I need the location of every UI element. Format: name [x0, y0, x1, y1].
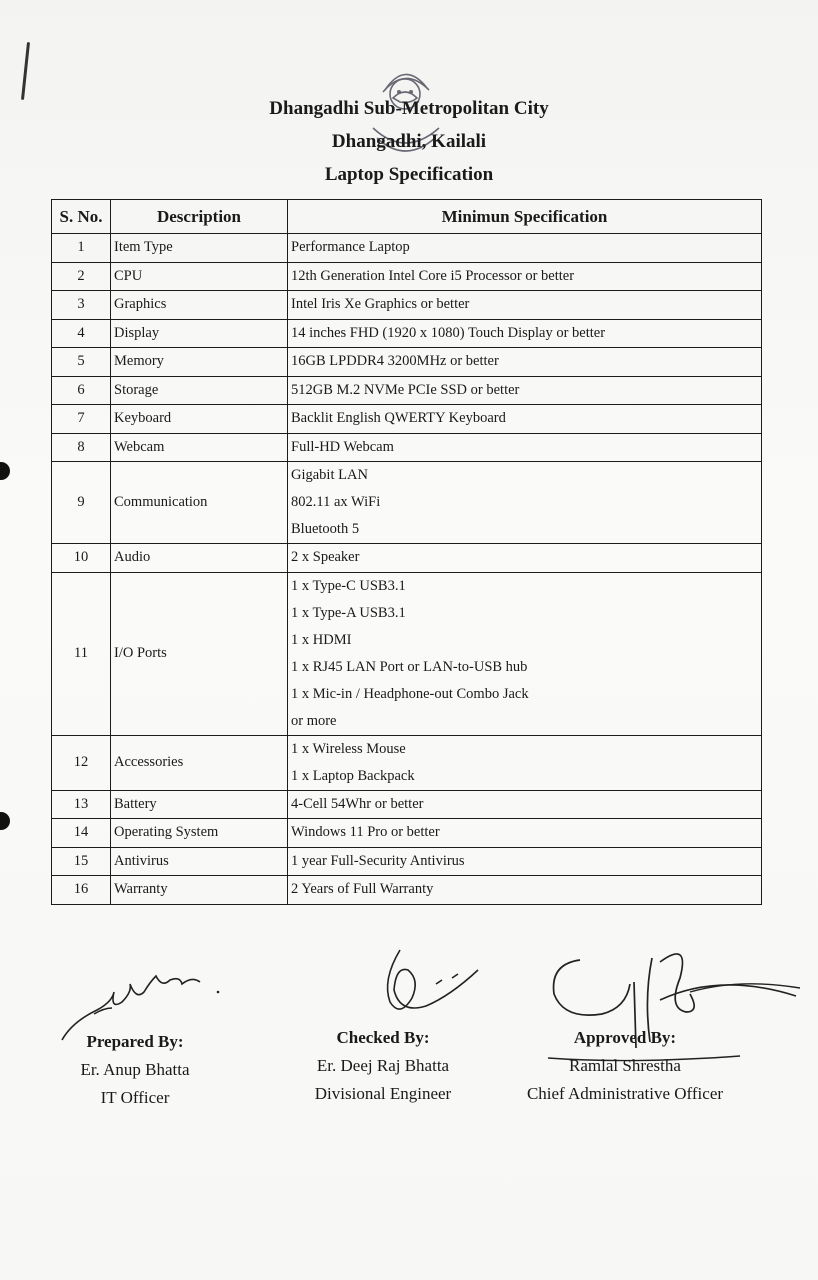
row-specification	[288, 319, 762, 348]
checked-by-block	[298, 1024, 468, 1108]
row-description: Accessories	[111, 735, 288, 790]
row-specification	[288, 790, 762, 819]
table-row	[52, 790, 762, 819]
specification-line: Full-HD Webcam	[291, 438, 394, 455]
row-specification	[288, 462, 762, 544]
table-row	[52, 262, 762, 291]
specification-line: 4-Cell 54Whr or better	[291, 795, 424, 812]
specification-line: 1 year Full-Security Antivirus	[291, 852, 465, 869]
table-row	[52, 291, 762, 320]
specification-line: Gigabit LAN	[291, 467, 368, 483]
column-header-description: Description	[111, 200, 288, 234]
table-header-row	[52, 200, 762, 234]
row-description: Operating System	[111, 819, 288, 848]
column-header-specification: Minimun Specification	[288, 200, 762, 234]
specification-table	[51, 199, 762, 905]
specification-line: Bluetooth 5	[291, 521, 360, 537]
table-row	[52, 544, 762, 573]
row-serial-number: 10	[52, 544, 111, 573]
row-specification	[288, 262, 762, 291]
row-serial-number: 4	[52, 319, 111, 348]
row-serial-number: 6	[52, 376, 111, 405]
row-serial-number: 14	[52, 819, 111, 848]
specification-line: 512GB M.2 NVMe PCIe SSD or better	[291, 381, 520, 398]
specification-line: 1 x Type-A USB3.1	[291, 604, 406, 621]
row-description: Storage	[111, 376, 288, 405]
signature-checked	[360, 940, 490, 1030]
table-row	[52, 433, 762, 462]
punch-hole	[0, 812, 10, 830]
prepared-by-label: Prepared By:	[86, 1032, 184, 1051]
row-serial-number: 7	[52, 405, 111, 434]
table-row	[52, 405, 762, 434]
row-serial-number: 16	[52, 876, 111, 905]
row-specification	[288, 433, 762, 462]
approved-by-name: Ramlal Shrestha	[569, 1056, 681, 1075]
approved-by-label: Approved By:	[573, 1028, 677, 1047]
row-description: Item Type	[111, 234, 288, 263]
row-specification	[288, 291, 762, 320]
specification-line: 802.11 ax WiFi	[291, 494, 381, 510]
row-serial-number: 11	[52, 572, 111, 735]
organization-location: Dhangadhi, Kailali	[331, 131, 487, 152]
specification-line: Windows 11 Pro or better	[291, 824, 440, 841]
row-description: Display	[111, 319, 288, 348]
row-description: I/O Ports	[111, 572, 288, 735]
row-serial-number: 15	[52, 847, 111, 876]
table-row	[52, 319, 762, 348]
specification-line: 2 Years of Full Warranty	[291, 881, 434, 898]
checked-by-designation: Divisional Engineer	[314, 1084, 452, 1103]
checked-by-name: Er. Deej Raj Bhatta	[316, 1056, 450, 1075]
specification-line: 1 x HDMI	[291, 631, 352, 648]
row-serial-number: 12	[52, 735, 111, 790]
specification-line: 1 x Wireless Mouse	[291, 740, 406, 757]
approved-by-designation: Chief Administrative Officer	[526, 1084, 724, 1103]
row-specification	[288, 405, 762, 434]
prepared-by-name: Er. Anup Bhatta	[80, 1060, 190, 1079]
table-row	[52, 348, 762, 377]
row-specification	[288, 819, 762, 848]
punch-hole	[0, 462, 10, 480]
specification-line: or more	[291, 712, 337, 729]
row-description: Audio	[111, 544, 288, 573]
row-specification	[288, 234, 762, 263]
table-row	[52, 876, 762, 905]
table-row	[52, 847, 762, 876]
row-serial-number: 9	[52, 462, 111, 544]
specification-line: 1 x Laptop Backpack	[291, 767, 415, 784]
row-specification	[288, 735, 762, 790]
specification-line: 1 x RJ45 LAN Port or LAN-to-USB hub	[291, 658, 528, 675]
row-serial-number: 13	[52, 790, 111, 819]
row-serial-number: 8	[52, 433, 111, 462]
specification-line: 12th Generation Intel Core i5 Processor or better	[291, 267, 575, 284]
specification-line: 14 inches FHD (1920 x 1080) Touch Display or better	[291, 324, 606, 341]
row-specification	[288, 847, 762, 876]
row-specification	[288, 544, 762, 573]
document-header	[0, 92, 818, 191]
organization-name: Dhangadhi Sub-Metropolitan City	[269, 98, 549, 119]
column-header-sno: S. No.	[52, 200, 111, 234]
specification-line: Intel Iris Xe Graphics or better	[291, 296, 470, 313]
row-serial-number: 5	[52, 348, 111, 377]
row-description: Warranty	[111, 876, 288, 905]
specification-line: 1 x Type-C USB3.1	[291, 577, 406, 594]
checked-by-label: Checked By:	[336, 1028, 430, 1047]
prepared-by-block	[60, 1028, 210, 1112]
row-description: Communication	[111, 462, 288, 544]
table-row	[52, 572, 762, 735]
table-row	[52, 819, 762, 848]
row-specification	[288, 348, 762, 377]
row-serial-number: 2	[52, 262, 111, 291]
specification-line: 16GB LPDDR4 3200MHz or better	[291, 353, 499, 370]
table-row	[52, 376, 762, 405]
table-row	[52, 462, 762, 544]
table-row	[52, 234, 762, 263]
row-specification	[288, 876, 762, 905]
row-serial-number: 1	[52, 234, 111, 263]
row-description: Webcam	[111, 433, 288, 462]
specification-line: 1 x Mic-in / Headphone-out Combo Jack	[291, 685, 529, 702]
row-serial-number: 3	[52, 291, 111, 320]
specification-line: Performance Laptop	[291, 239, 410, 256]
row-description: Memory	[111, 348, 288, 377]
specification-line: 2 x Speaker	[291, 549, 360, 566]
row-specification	[288, 376, 762, 405]
prepared-by-designation: IT Officer	[100, 1088, 170, 1107]
approved-by-block	[510, 1024, 740, 1108]
row-description: Keyboard	[111, 405, 288, 434]
table-row	[52, 735, 762, 790]
row-description: Battery	[111, 790, 288, 819]
row-description: Antivirus	[111, 847, 288, 876]
row-specification	[288, 572, 762, 735]
row-description: CPU	[111, 262, 288, 291]
document-title: Laptop Specification	[324, 164, 494, 185]
row-description: Graphics	[111, 291, 288, 320]
table-body	[52, 234, 762, 905]
specification-line: Backlit English QWERTY Keyboard	[291, 410, 506, 427]
